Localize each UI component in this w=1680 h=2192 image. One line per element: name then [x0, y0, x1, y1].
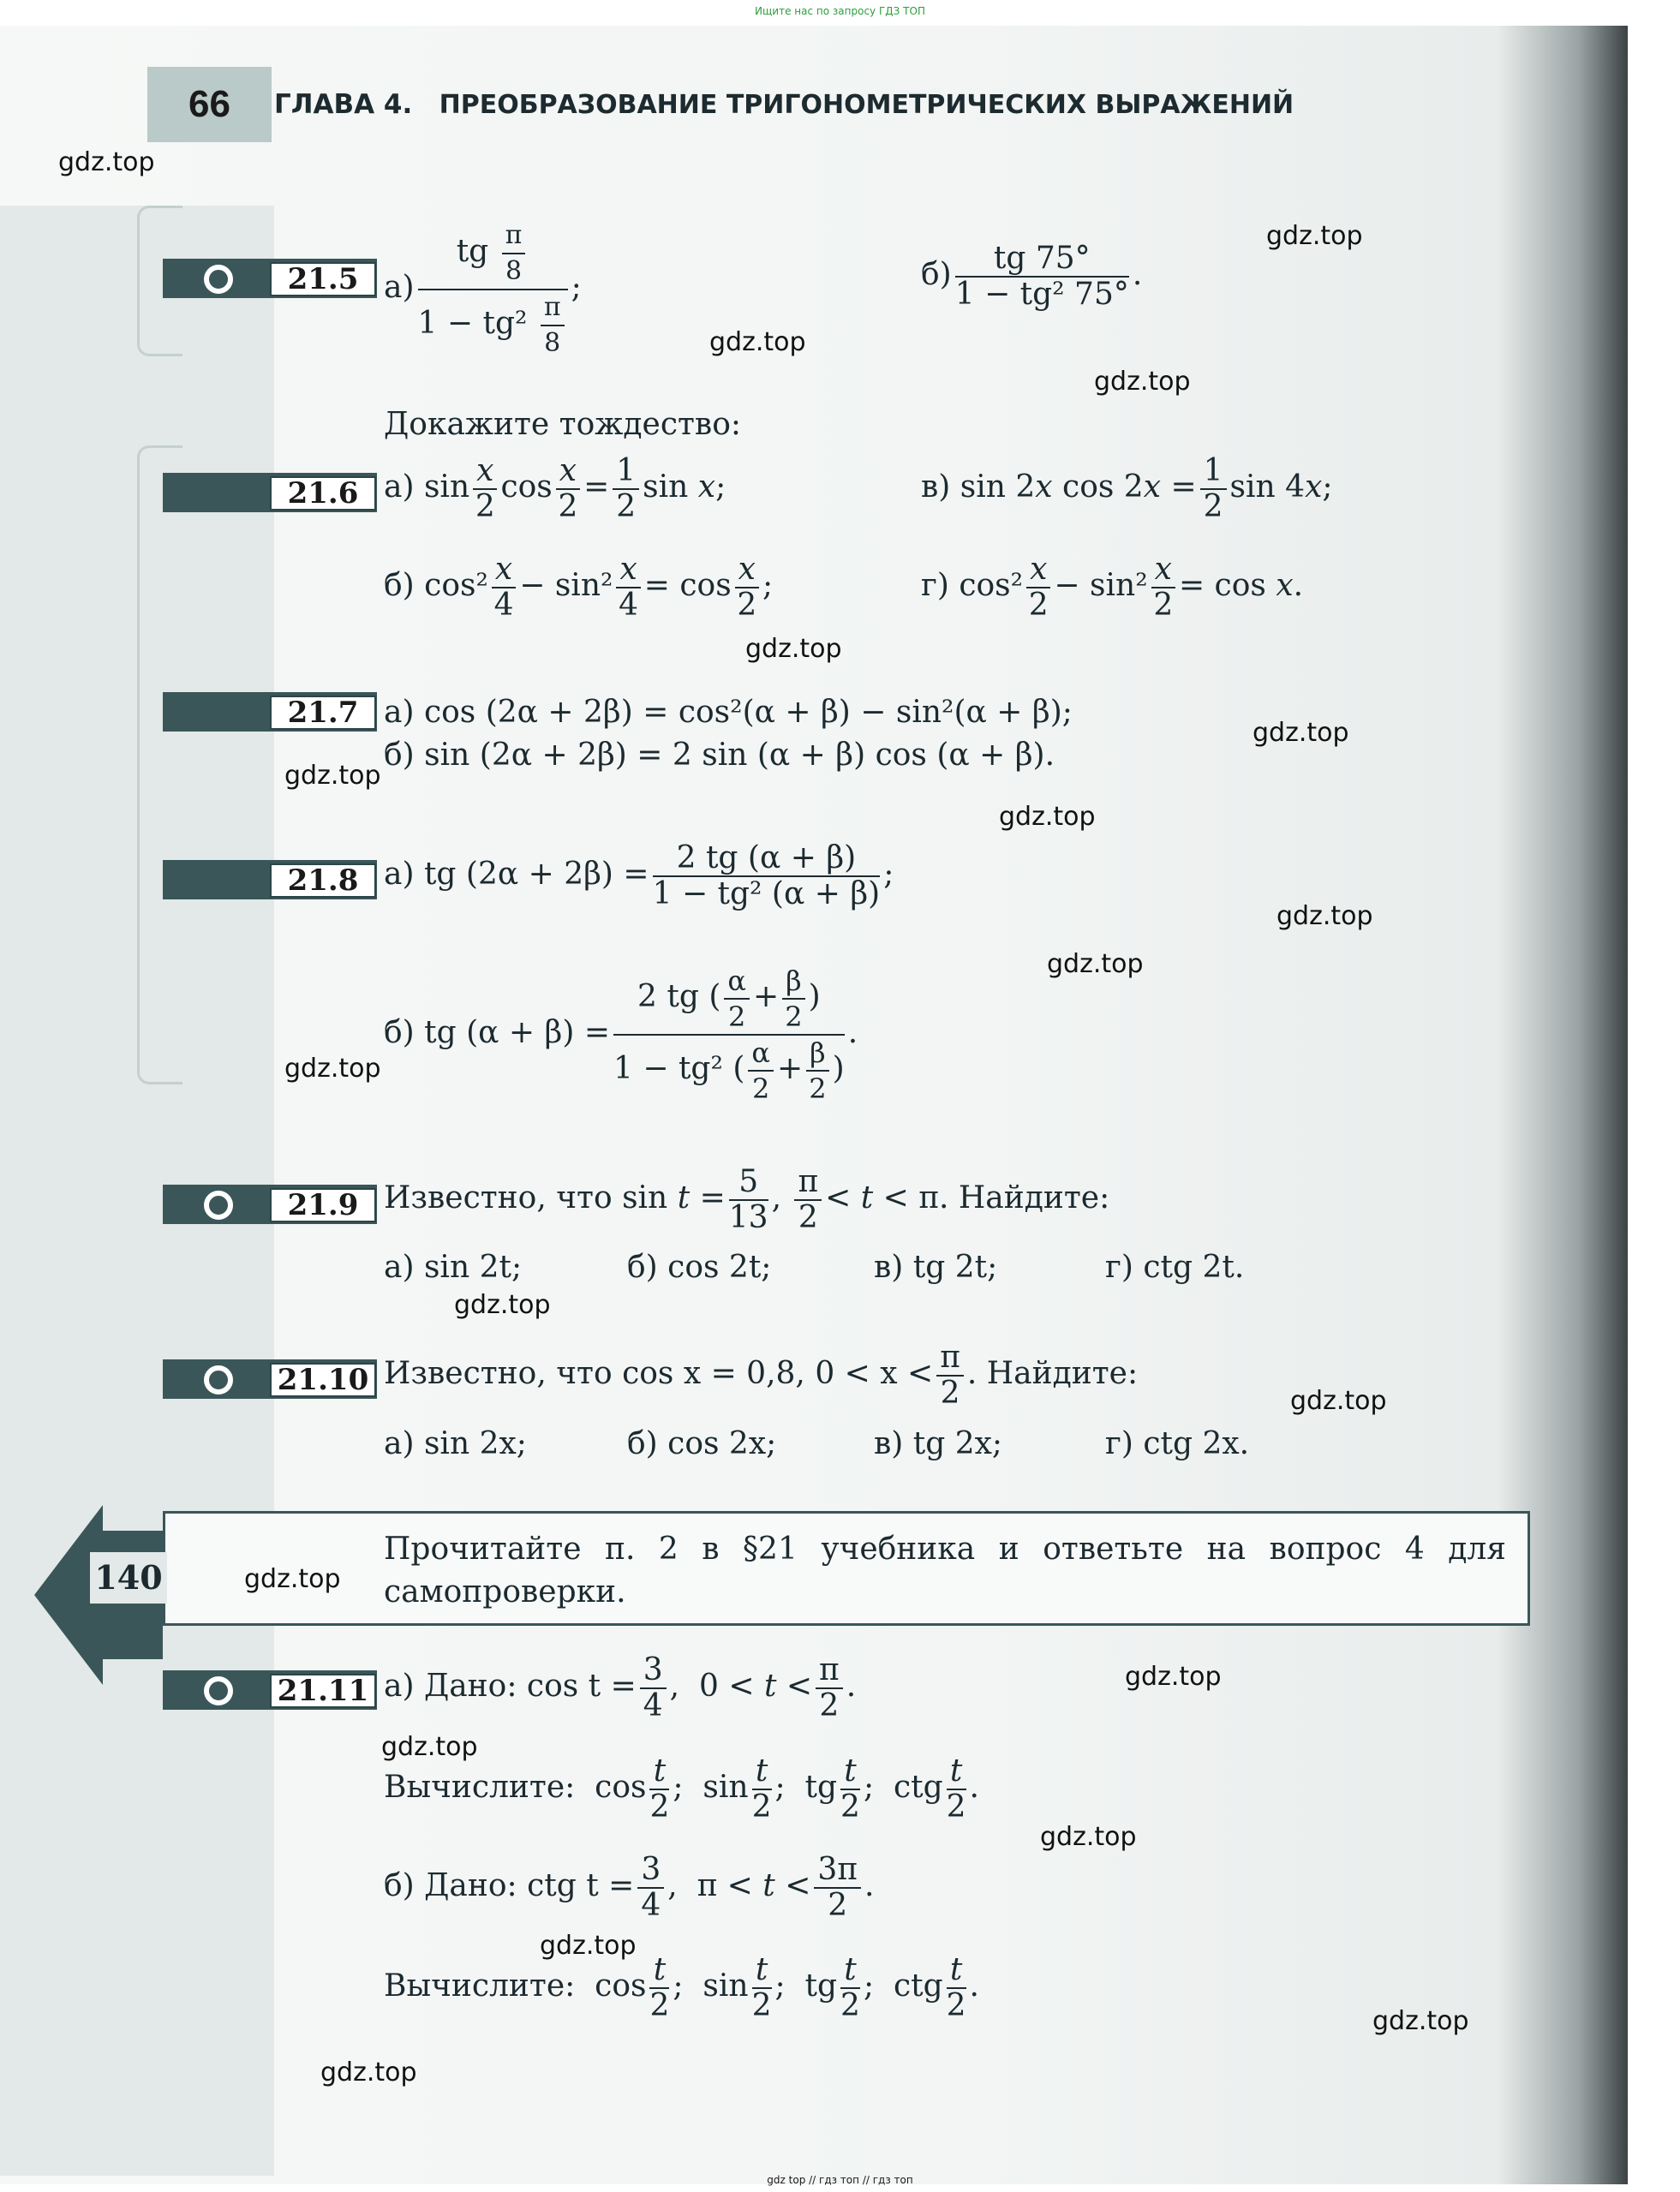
chapter-title: ПРЕОБРАЗОВАНИЕ ТРИГОНОМЕТРИЧЕСКИХ ВЫРАЖЕНИЙ	[439, 90, 1294, 120]
watermark: gdz.top	[244, 1564, 341, 1594]
watermark: gdz.top	[284, 761, 381, 791]
task-21-9-v: в) tg 2t;	[874, 1250, 998, 1285]
task-number-21-10: 21.10	[270, 1363, 376, 1397]
watermark: gdz.top	[999, 802, 1096, 832]
watermark: gdz.top	[1266, 221, 1363, 251]
task-21-10-b: б) cos 2x;	[627, 1426, 777, 1461]
watermark: gdz.top	[1047, 949, 1144, 979]
watermark: gdz.top	[1040, 1822, 1137, 1852]
watermark: gdz.top	[320, 2058, 417, 2087]
watermark: gdz.top	[1290, 1386, 1387, 1416]
watermark: gdz.top	[709, 327, 806, 357]
task-21-8-a: а) tg (2α + 2β) = $\frac{2 tg (\alpha + \beta)}{\text{1 − tg² (α + β)}}$ ;	[384, 840, 894, 911]
task-21-11-b-lead: б) Дано: ctg t =	[384, 1868, 635, 1903]
page-number: 66	[147, 67, 272, 142]
task-21-5-a: а) tg $\frac{\pi}{8}$ 1 − tg² $\frac{\pi}{8}$ ;	[384, 220, 582, 358]
task-21-11-a-compute: Вычислите: cos $\frac{t}{2}$ ; sin $\frac{t}{2}$ ; tg $\frac{t}{2}$ ; ctg $\frac{t}{2}$ .	[384, 1753, 979, 1825]
task-21-9-lead: Известно, что sin	[384, 1180, 668, 1215]
watermark: gdz.top	[1372, 2006, 1469, 2036]
prove-heading: Докажите тождество:	[384, 407, 742, 442]
watermark: gdz.top	[745, 634, 842, 664]
task-number-21-7: 21.7	[270, 696, 376, 730]
task-number-21-11: 21.11	[270, 1674, 376, 1708]
task-21-6-b: б) cos² $\frac{x}{4}$ − sin² $\frac{x}{4}$ = cos $\frac{x}{2}$ ;	[384, 552, 774, 623]
task-21-9-a: а) sin 2t;	[384, 1250, 523, 1285]
selfcheck-text: Прочитайте п. 2 в §21 учебника и ответьте на вопрос 4 для самопроверки.	[384, 1532, 1506, 1610]
task-21-10-g: г) ctg 2x.	[1105, 1426, 1250, 1461]
watermark: gdz.top	[1094, 367, 1191, 397]
task-21-7-b: б) sin (2α + 2β) = 2 sin (α + β) cos (α + β).	[384, 738, 1055, 773]
task-21-9-b: б) cos 2t;	[627, 1250, 772, 1285]
task-21-5-b: б) $\frac{tg 75^\circ}{\text{1 − tg² 75°}}$ .	[921, 241, 1143, 312]
task-21-7-a: а) cos (2α + 2β) = cos²(α + β) − sin²(α + β);	[384, 695, 1073, 730]
task-21-6-a: а) sin $\frac{x}{2}$ cos $\frac{x}{2}$ = $\frac{1}{2}$ sin x;	[384, 453, 726, 524]
watermark: gdz.top	[58, 147, 155, 177]
difficulty-circle-icon	[204, 1191, 233, 1220]
task-21-10-find: . Найдите:	[966, 1356, 1139, 1391]
task-number-21-5: 21.5	[270, 262, 376, 296]
top-banner: Ищите нас по запросу ГДЗ ТОП	[755, 5, 925, 17]
task-21-11-b-compute-label: Вычислите:	[384, 1968, 576, 2004]
selfcheck-reference: 140	[90, 1552, 167, 1604]
task-21-6-g: г) cos² $\frac{x}{2}$ − sin² $\frac{x}{2}$ = cos x.	[921, 552, 1304, 623]
task-number-21-8: 21.8	[270, 863, 376, 898]
task-21-10-lead: Известно, что cos x = 0,8, 0 < x <	[384, 1356, 934, 1391]
task-21-10-a: а) sin 2x;	[384, 1426, 527, 1461]
task-21-11-b-given: б) Дано: ctg t = $\frac{3}{4}$ , π < t < $\frac{3\pi}{2}$ .	[384, 1852, 875, 1923]
task-21-6-v: в) sin 2x cos 2x = $\frac{1}{2}$ sin 4x;	[921, 453, 1333, 524]
task-21-11-a-lead: а) Дано: cos t =	[384, 1669, 637, 1704]
group-bracket-middle	[137, 445, 182, 1084]
task-21-8-b: б) tg (α + β) = 2 tg ( $\frac{\alpha}{2}$ + $\frac{\beta}{2}$ ) 1 − tg² ( $\frac{\alpha}{2}$ + $\frac{\beta}{2}$ ) .	[384, 965, 858, 1105]
task-21-10-condition: Известно, что cos x = 0,8, 0 < x < $\frac{\pi}{2}$ . Найдите:	[384, 1340, 1139, 1411]
watermark: gdz.top	[1125, 1662, 1222, 1692]
task-21-9-find: Найдите:	[958, 1180, 1110, 1215]
task-21-9-g: г) ctg 2t.	[1105, 1250, 1245, 1285]
watermark: gdz.top	[454, 1290, 551, 1320]
watermark: gdz.top	[540, 1931, 637, 1961]
difficulty-circle-icon	[204, 265, 233, 294]
watermark: gdz.top	[1253, 718, 1349, 748]
task-21-9-condition: Известно, что sin t = $\frac{5}{13}$ , $\frac{\pi}{2}$ < t < π. Найдите:	[384, 1164, 1110, 1235]
watermark: gdz.top	[284, 1054, 381, 1084]
task-21-11-b-compute: Вычислите: cos $\frac{t}{2}$ ; sin $\frac{t}{2}$ ; tg $\frac{t}{2}$ ; ctg $\frac{t}{2}$ .	[384, 1952, 979, 2023]
difficulty-circle-icon	[204, 1365, 233, 1395]
chapter-label: ГЛАВА 4.	[274, 89, 413, 120]
task-21-10-v: в) tg 2x;	[874, 1426, 1003, 1461]
chapter-header	[274, 89, 1371, 123]
bottom-banner: gdz top // гдз топ // гдз топ	[767, 2174, 913, 2186]
task-21-11-a-given: а) Дано: cos t = $\frac{3}{4}$ , 0 < t < $\frac{\pi}{2}$ .	[384, 1652, 857, 1723]
watermark: gdz.top	[381, 1732, 478, 1762]
task-number-21-6: 21.6	[270, 476, 376, 511]
watermark: gdz.top	[1276, 901, 1373, 931]
difficulty-circle-icon	[204, 1676, 233, 1705]
task-number-21-9: 21.9	[270, 1188, 376, 1222]
task-21-11-a-compute-label: Вычислите:	[384, 1770, 576, 1805]
